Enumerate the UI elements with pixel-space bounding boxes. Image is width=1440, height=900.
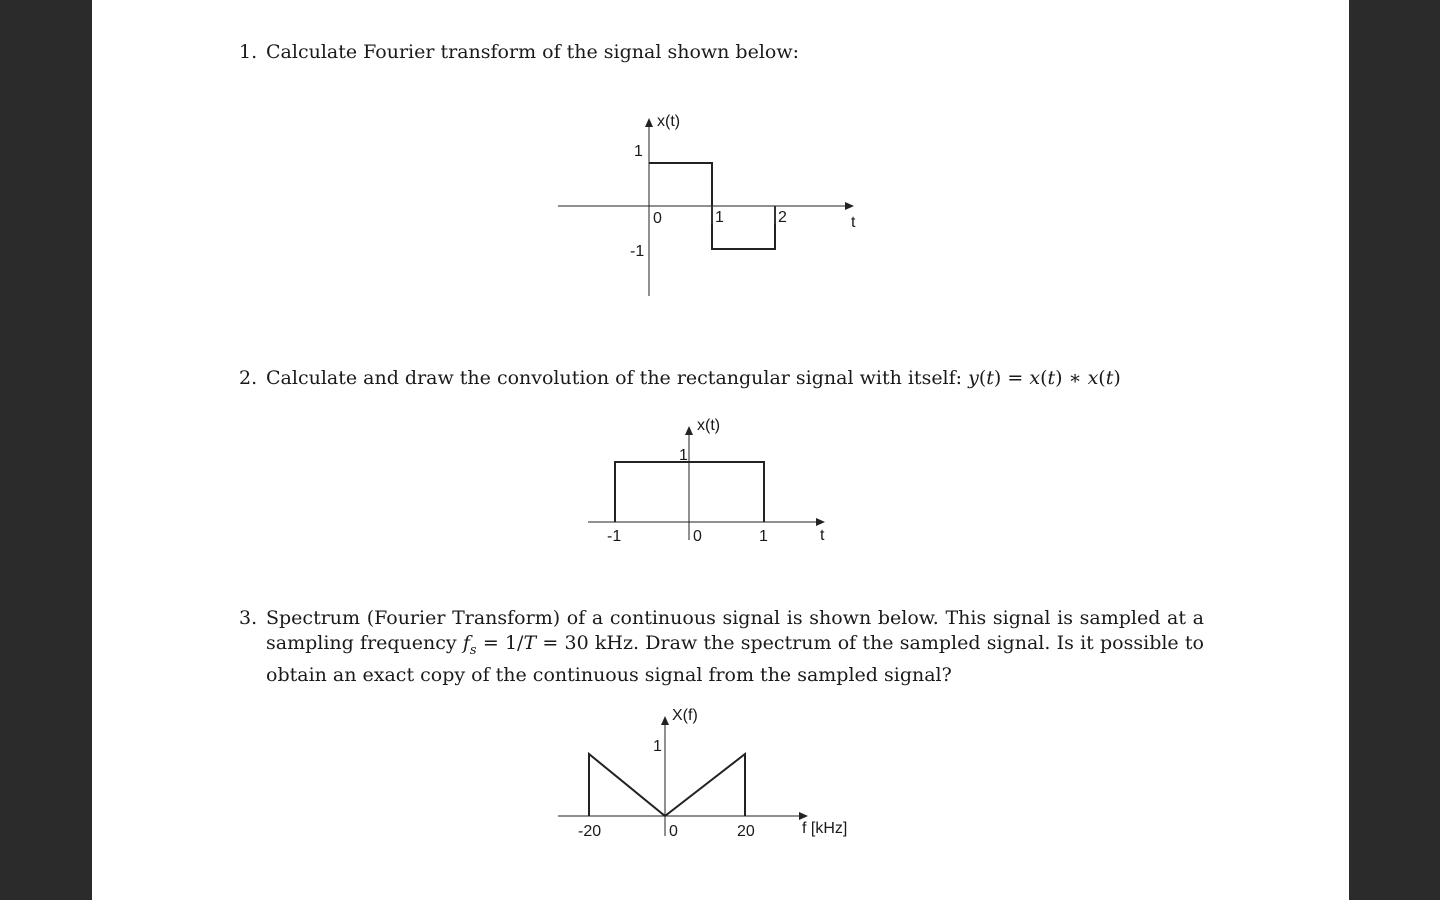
problem-3-text: Spectrum (Fourier Transform) of a continuous signal is shown below. This signal is sampled at a sampling frequency $f_s = 1/T = 30$ kHz. Draw the spectrum of the sampled signal. Is it possible to obtain an exact copy of the continuous signal from the sampled signal? — [266, 607, 1204, 686]
fig2-y-label: x(t) — [697, 417, 721, 434]
fig3-tick-label-x0: 0 — [669, 823, 678, 840]
fig2-tick-label-x0: 0 — [693, 528, 702, 545]
problem-3-number: 3. — [239, 607, 258, 629]
fig2-tick-label-x1: 1 — [759, 528, 768, 545]
fig2-tick-label-y-pos: 1 — [679, 447, 688, 464]
fig1-tick-label-x0: 0 — [653, 210, 662, 227]
fig2-tick-label-x-neg: -1 — [607, 528, 622, 545]
problem-3-fs-symbol: $f_s$ — [462, 632, 477, 658]
problem-1-text: Calculate Fourier transform of the signal shown below: — [266, 41, 800, 63]
document-page — [92, 0, 1349, 900]
problem-3-figure — [92, 0, 1349, 900]
fig3-tick-label-y-pos: 1 — [653, 738, 662, 755]
problem-2-text: Calculate and draw the convolution of the rectangular signal with itself: — [266, 367, 969, 389]
fig3-y-arrow-icon — [661, 716, 669, 725]
problem-1-number: 1. — [239, 41, 258, 63]
problem-2-formula: y(t) = x(t) ∗ x(t) — [968, 367, 1121, 389]
fig3-tick-label-x-pos: 20 — [737, 823, 755, 840]
problem-2-number: 2. — [239, 367, 258, 389]
fig1-tick-label-y-neg: -1 — [630, 243, 645, 260]
fig3-y-label: X(f) — [672, 707, 698, 724]
fig3-tick-label-x-neg: -20 — [578, 823, 602, 840]
fig3-spectrum — [589, 754, 745, 816]
fig1-y-label: x(t) — [657, 113, 681, 130]
fig1-tick-label-y-pos: 1 — [634, 143, 643, 160]
fig1-tick-label-x2: 2 — [778, 209, 787, 226]
fig1-x-label: t — [851, 214, 856, 231]
fig3-x-label: f [kHz] — [802, 820, 848, 837]
fig3-x-arrow-icon — [799, 812, 808, 820]
fig2-x-label: t — [820, 527, 825, 544]
fig1-tick-label-x1: 1 — [715, 209, 724, 226]
